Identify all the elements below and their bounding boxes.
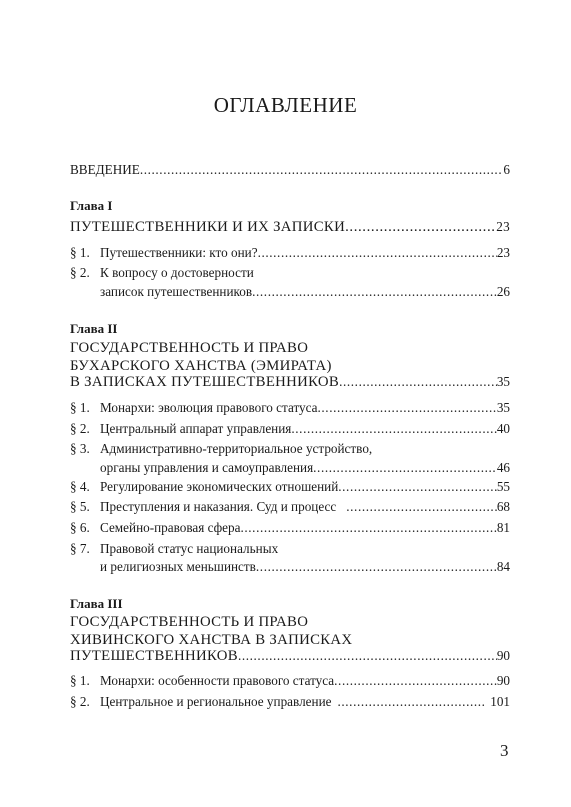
toc-entry-page: 55 [496,479,510,494]
toc-entry-page: 90 [496,673,510,688]
dot-leader [140,162,504,178]
section-number: § 2. [70,421,90,436]
chapter-2-title-entry[interactable] [70,374,510,390]
dot-leader [258,245,497,261]
toc-entry-label: органы управления и самоуправления [100,460,314,475]
toc-entry-ch2-s5[interactable] [100,499,510,515]
dot-leader [291,421,496,437]
toc-entry-label-line1: Административно-территориальное устройство, [100,441,373,456]
section-number: § 6. [70,520,90,535]
section-number: § 2. [70,694,90,709]
toc-entry-page: 68 [496,499,510,514]
toc-entry-page: 101 [490,694,510,709]
toc-entry-label: Семейно-правовая сфера [100,520,241,535]
toc-entry-ch2-s2[interactable] [100,421,510,437]
section-number: § 1. [70,245,90,260]
toc-entry-ch2-s6[interactable] [100,520,510,536]
toc-entry-intro[interactable] [70,162,510,178]
chapter-3-heading: Глава III [70,596,123,611]
dot-leader [313,460,497,476]
dot-leader [339,374,497,390]
dot-leader [334,673,497,689]
toc-entry-label: Путешественники: кто они? [100,245,258,260]
toc-entry-label: записок путешественников [100,284,253,299]
chapter-2-title-line1: ГОСУДАРСТВЕННОСТЬ И ПРАВО [70,340,309,356]
dot-leader [256,559,497,575]
section-number: § 3. [70,441,90,456]
chapter-2-title-line3: В ЗАПИСКАХ ПУТЕШЕСТВЕННИКОВ [70,374,340,390]
dot-leader [338,479,497,495]
toc-entry-ch3-s2[interactable] [100,694,510,710]
toc-entry-ch2-s3[interactable] [100,460,510,476]
toc-entry-label-line1: Правовой статус национальных [100,541,279,556]
chapter-2-title-line2: БУХАРСКОГО ХАНСТВА (ЭМИРАТА) [70,358,332,374]
section-number: § 1. [70,673,90,688]
toc-entry-label-line1: К вопросу о достоверности [100,265,254,280]
chapter-3-title-line3: ПУТЕШЕСТВЕННИКОВ [70,648,238,664]
page-number: 3 [500,741,509,760]
toc-entry-label: Регулирование экономических отношений [100,479,339,494]
page-title: ОГЛАВЛЕНИЕ [213,93,358,117]
section-number: § 7. [70,541,90,556]
toc-entry-label: Центральное и региональное управление [100,694,332,709]
chapter-3-title-line2: ХИВИНСКОГО ХАНСТВА В ЗАПИСКАХ [70,632,353,648]
dot-leader [252,284,497,300]
chapter-1-title-entry[interactable] [70,219,510,235]
section-number: § 5. [70,499,90,514]
toc-entry-label: и религиозных меньшинств [100,559,256,574]
toc-entry-ch1-s1[interactable] [100,245,510,261]
toc-entry-page: 26 [496,284,510,299]
toc-entry-page: 23 [496,219,510,234]
toc-entry-page: 35 [496,400,510,415]
toc-entry-page: 35 [496,374,510,389]
toc-entry-label: Преступления и наказания. Суд и процесс [100,499,337,514]
section-number: § 1. [70,400,90,415]
toc-entry-ch1-s2[interactable] [100,284,510,300]
toc-entry-page: 46 [496,460,510,475]
dot-leader [346,499,497,515]
toc-entry-label: Центральный аппарат управления [100,421,292,436]
dot-leader [345,219,496,235]
chapter-1-title: ПУТЕШЕСТВЕННИКИ И ИХ ЗАПИСКИ [70,219,346,235]
toc-entry-label: ВВЕДЕНИЕ [70,162,140,177]
dot-leader [337,694,486,710]
dot-leader [318,400,497,416]
toc-entry-page: 6 [503,162,510,177]
toc-entry-label: Монархи: эволюция правового статуса [100,400,318,415]
chapter-2-heading: Глава II [70,321,118,336]
toc-entry-page: 40 [496,421,510,436]
dot-leader [238,648,497,664]
section-number: § 2. [70,265,90,280]
section-number: § 4. [70,479,90,494]
toc-entry-page: 81 [496,520,510,535]
toc-entry-page: 84 [496,559,510,574]
toc-entry-ch3-s1[interactable] [100,673,510,689]
toc-entry-page: 90 [496,648,510,663]
toc-entry-page: 23 [496,245,510,260]
toc-entry-ch2-s1[interactable] [100,400,510,416]
toc-entry-ch2-s7[interactable] [100,559,510,575]
toc-entry-label: Монархи: особенности правового статуса [100,673,335,688]
dot-leader [240,520,496,536]
toc-entry-ch2-s4[interactable] [100,479,510,495]
chapter-3-title-entry[interactable] [70,648,510,664]
chapter-1-heading: Глава I [70,198,113,213]
chapter-3-title-line1: ГОСУДАРСТВЕННОСТЬ И ПРАВО [70,614,309,630]
